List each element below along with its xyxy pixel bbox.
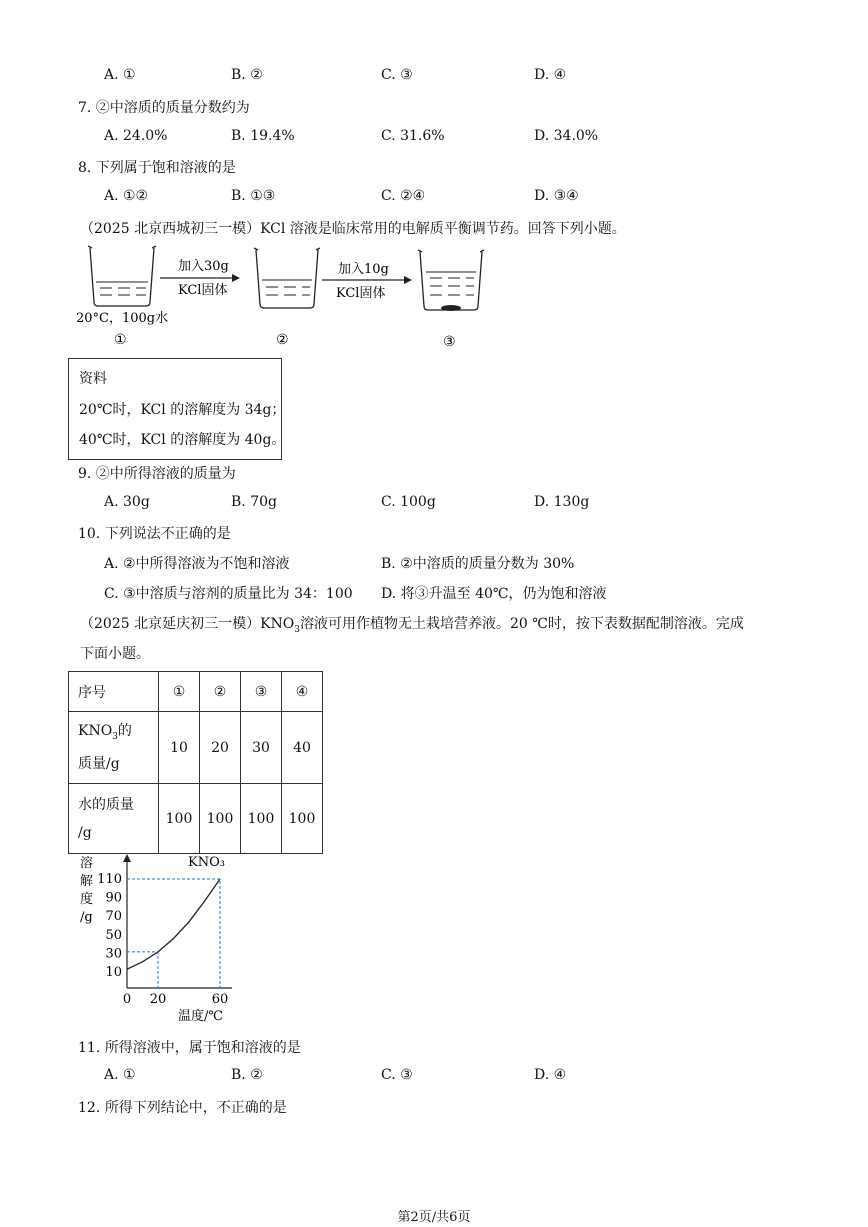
- q7-option-b: B. 19.4%: [231, 128, 295, 144]
- table-header-cell: ①: [159, 672, 200, 712]
- y-axis-label-char: 度: [80, 892, 94, 907]
- row1-label-c: 质量/g: [78, 756, 120, 773]
- info-box-line-2: 40℃时，KCl 的溶解度为 40g。: [79, 432, 286, 448]
- y-tick-label: 10: [105, 965, 122, 980]
- solubility-chart: [72, 850, 252, 1025]
- y-tick-label: 50: [105, 927, 122, 943]
- table-header-cell: ④: [282, 672, 323, 712]
- table-cell: 100: [159, 784, 200, 854]
- q7-option-d: D. 34.0%: [534, 128, 599, 144]
- undissolved-solid: [441, 305, 461, 311]
- info-box: [68, 358, 286, 460]
- x-tick-label: 20: [149, 992, 167, 1007]
- q10-option-a: A. ②中所得溶液为不饱和溶液: [104, 556, 290, 572]
- kno3-intro: [80, 613, 744, 635]
- table-cell: 10: [159, 712, 200, 784]
- q10-option-d: D. 将③升温至 40℃，仍为饱和溶液: [381, 586, 607, 602]
- table-row: [69, 784, 323, 854]
- table-row: [69, 712, 323, 784]
- q6-option-b: B. ②: [231, 67, 263, 83]
- arrow1-top-label: 加入30g: [178, 259, 229, 274]
- row2-label-a: 水的质量: [78, 796, 134, 813]
- y-axis-label-char: /g: [80, 910, 93, 925]
- y-tick-label: 30: [105, 946, 122, 962]
- q8-option-d: D. ③④: [534, 188, 579, 204]
- q11-stem: 11. 所得溶液中，属于饱和溶液的是: [78, 1040, 301, 1056]
- q7-option-c: C. 31.6%: [381, 128, 445, 144]
- arrow2-bottom-label: KCl固体: [336, 286, 386, 301]
- kno3-intro-sub: 3: [294, 624, 300, 635]
- q9-option-b: B. 70g: [231, 494, 277, 510]
- q7-stem: 7. ②中溶质的质量分数约为: [78, 100, 250, 116]
- row1-label-sub: 3: [112, 731, 118, 742]
- kno3-intro-line2: 下面小题。: [80, 646, 150, 662]
- q8-option-b: B. ①③: [231, 188, 276, 204]
- q10-stem: 10. 下列说法不正确的是: [78, 526, 231, 542]
- table-header-cell: ③: [241, 672, 282, 712]
- row1-label-b: 的: [117, 722, 132, 739]
- y-tick-label: 90: [105, 890, 122, 906]
- table-header-row: [69, 672, 323, 712]
- q6-option-a: A. ①: [104, 67, 136, 83]
- kno3-intro-b: 溶液可用作植物无土栽培营养液。20 ℃时，按下表数据配制溶液。完成: [300, 616, 744, 632]
- row2-label-b: /g: [78, 824, 92, 841]
- beaker-label-3: ③: [443, 334, 456, 350]
- q10-option-b: B. ②中溶质的质量分数为 30%: [381, 556, 575, 572]
- q11-option-b: B. ②: [231, 1067, 263, 1083]
- info-box-line-1: 20℃时，KCl 的溶解度为 34g；: [79, 402, 286, 418]
- q9-option-c: C. 100g: [381, 494, 436, 510]
- y-axis-label-char: 溶: [80, 856, 94, 871]
- x-tick-label: 0: [122, 992, 132, 1007]
- q12-stem: 12. 所得下列结论中，不正确的是: [78, 1100, 287, 1116]
- x-tick-label: 60: [211, 992, 229, 1007]
- beaker-1: [88, 246, 156, 306]
- q9-stem: 9. ②中所得溶液的质量为: [78, 466, 236, 482]
- beaker-figure: [70, 240, 490, 355]
- table-cell: 40: [282, 712, 323, 784]
- q11-option-c: C. ③: [381, 1067, 413, 1083]
- table-cell: 100: [200, 784, 241, 854]
- x-axis-label: 温度/℃: [178, 1009, 223, 1024]
- y-axis-label-char: 解: [80, 874, 94, 889]
- table-row-label: [69, 784, 159, 854]
- reference-dashed-line: [127, 879, 220, 988]
- arrow2-top-label: 加入10g: [338, 262, 389, 277]
- beaker-3: [418, 250, 484, 310]
- table-row-label: [69, 712, 159, 784]
- q6-option-d: D. ④: [534, 67, 567, 83]
- kno3-solubility-curve: [127, 879, 220, 969]
- q8-stem: 8. 下列属于饱和溶液的是: [78, 160, 236, 176]
- table-cell: 100: [241, 784, 282, 854]
- beaker-condition: 20°C，100g水: [76, 311, 169, 326]
- q8-option-c: C. ②④: [381, 188, 426, 204]
- table-header-cell: 序号: [69, 672, 159, 712]
- page-footer: 第2页/共6页: [397, 1210, 471, 1225]
- q10-option-c: C. ③中溶质与溶剂的质量比为 34：100: [104, 586, 353, 602]
- q9-option-a: A. 30g: [104, 494, 150, 510]
- kcl-intro: （2025 北京西城初三一模）KCl 溶液是临床常用的电解质平衡调节药。回答下列小题。: [80, 221, 626, 237]
- q11-option-d: D. ④: [534, 1067, 567, 1083]
- q11-option-a: A. ①: [104, 1067, 136, 1083]
- kno3-intro-a: （2025 北京延庆初三一模）KNO: [80, 616, 295, 632]
- arrow-2: [322, 276, 412, 284]
- y-axis-arrow: [123, 854, 131, 862]
- series-label: KNO₃: [188, 855, 225, 870]
- y-tick-label: 70: [105, 909, 122, 925]
- beaker-label-2: ②: [276, 332, 289, 348]
- q9-option-d: D. 130g: [534, 494, 590, 510]
- table-header-cell: ②: [200, 672, 241, 712]
- q7-option-a: A. 24.0%: [104, 128, 168, 144]
- table-cell: 20: [200, 712, 241, 784]
- info-box-title: 资料: [79, 371, 107, 387]
- table-cell: 100: [282, 784, 323, 854]
- arrow-1: [160, 274, 240, 282]
- arrow1-bottom-label: KCl固体: [178, 283, 228, 298]
- beaker-label-1: ①: [114, 332, 127, 348]
- q6-option-c: C. ③: [381, 67, 413, 83]
- kno3-table: [68, 671, 323, 854]
- y-tick-label: 110: [97, 872, 122, 887]
- q8-option-a: A. ①②: [104, 188, 149, 204]
- y-axis-label: [80, 855, 93, 925]
- reference-dashed-line: [127, 952, 158, 988]
- beaker-2: [254, 248, 320, 308]
- table-cell: 30: [241, 712, 282, 784]
- row1-label-a: KNO: [78, 722, 113, 739]
